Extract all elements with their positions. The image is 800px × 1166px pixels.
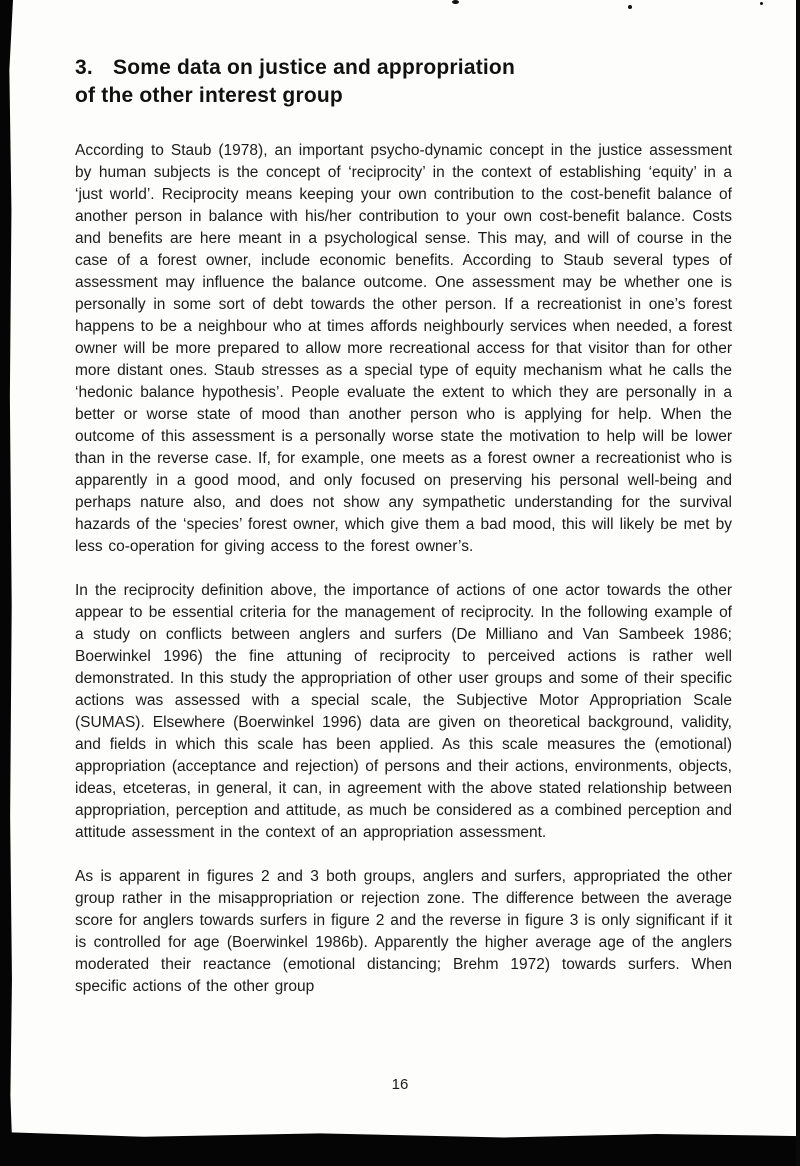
paragraph-3: As is apparent in figures 2 and 3 both groups, anglers and surfers, appropriated the other group rather in the misappropriation or rejection zone. The difference between the average score for anglers towards surfers in figure 2 and the reverse in figure 3 is only significant if it is controlled for age (Boerwinkel 1986b). Apparently the higher average age of the anglers moderated their reactance (emotional distancing; Brehm 1972) towards surfers. When specific actions of the other group — [75, 868, 732, 995]
section-heading — [75, 54, 732, 110]
scan-edge-bottom — [0, 1132, 800, 1166]
scan-speck — [628, 5, 632, 9]
scan-speck — [760, 2, 763, 5]
scan-edge-right — [796, 0, 800, 1166]
page-number: 16 — [391, 1076, 409, 1093]
scan-speck — [452, 0, 459, 4]
section-number: 3. — [75, 56, 93, 79]
page-content — [75, 54, 732, 1020]
paragraph-2: In the reciprocity definition above, the importance of actions of one actor towards the other appear to be essential criteria for the management of reciprocity. In the following example of a study on conflicts between anglers and surfers (De Milliano and Van Sambeek 1986; Boerwinkel 1996) the fine attuning of reciprocity to perceived actions is rather well demonstrated. In this study the appropriation of other user groups and some of their specific actions was assessed with a special scale, the Subjective Motor Appropriation Scale (SUMAS). Elsewhere (Boerwinkel 1996) data are given on theoretical background, validity, and fields in which this scale has been applied. As this scale measures the (emotional) appropriation (acceptance and rejection) of persons and their actions, environments, objects, ideas, etceteras, in general, it can, in agreement with the above stated relationship between appropriation, perception and attitude, as much be considered as a combined perception and attitude assessment in the context of an appropriation assessment. — [75, 582, 732, 841]
paragraph-1: According to Staub (1978), an important psycho-dynamic concept in the justice assessment by human subjects is the concept of ‘reciprocity’ in the context of establishing ‘equity’ in a ‘just world’. Reciprocity means keeping your own contribution to the cost-benefit balance of another person in balance with his/her contribution to your own cost-benefit balance. Costs and benefits are here meant in a psychological sense. This may, and will of course in the case of a forest owner, include economic benefits. According to Staub several types of assessment may influence the balance outcome. One assessment may be whether one is personally in some sort of debt towards the other person. If a recreationist in one’s forest happens to be a neighbour who at times affords neighbourly services when needed, a forest owner will be more prepared to allow more recreational access for that visitor than for other more distant ones. Staub stresses as a special type of equity mechanism what he calls the ‘hedonic balance hypothesis’. People evaluate the extent to which they are personally in a better or worse state of mood than another person who is applying for help. When the outcome of this assessment is a personally worse state the motivation to help will be lower than in the reverse case. If, for example, one meets as a forest owner a recreationist who is apparently in a good mood, and only focused on preserving his personal well-being and perhaps nature also, and does not show any sympathetic understanding for the survival hazards of the ‘species’ forest owner, which give them a bad mood, this will likely be met by less co-operation for giving access to the forest owner’s. — [75, 142, 732, 555]
section-title-line-2: of the other interest group — [75, 84, 343, 107]
scan-edge-left — [0, 0, 13, 1166]
section-title-line-1: Some data on justice and appropriation — [113, 56, 515, 79]
